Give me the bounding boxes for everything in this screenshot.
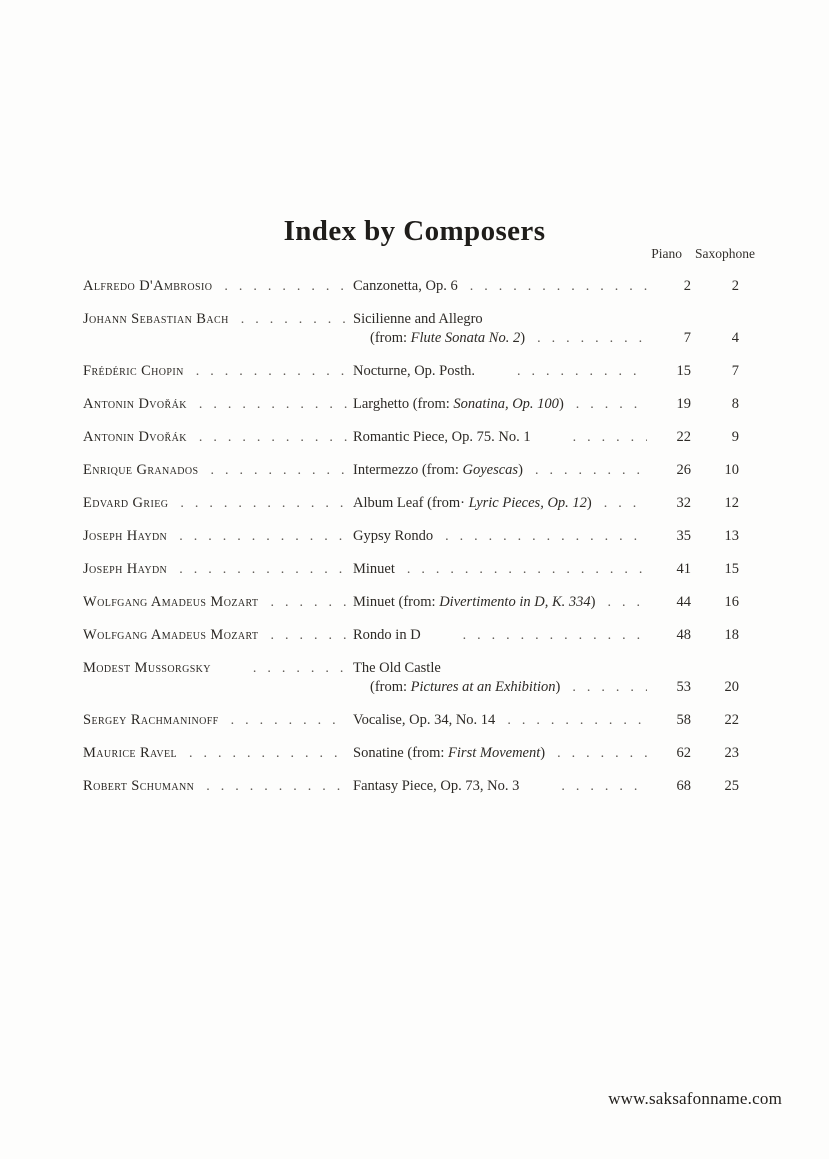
piece-title — [353, 494, 592, 513]
piano-page-number: 26 — [676, 462, 691, 478]
index-list — [83, 277, 743, 810]
piece-text: Album Leaf (from· — [353, 495, 469, 511]
piano-page-number: 41 — [676, 561, 691, 577]
piece-cell — [353, 362, 653, 381]
composer-name: Maurice Ravel — [83, 745, 177, 761]
piece-text: Intermezzo (from: — [353, 462, 463, 478]
index-row — [83, 310, 743, 348]
index-row — [83, 395, 743, 414]
composer-cell — [83, 777, 353, 796]
composer-name: Robert Schumann — [83, 778, 195, 794]
piece-text: Canzonetta, Op. 6 — [353, 278, 458, 294]
piano-page-number: 44 — [676, 594, 691, 610]
dot-leader — [517, 362, 647, 381]
index-row — [83, 659, 743, 697]
piano-page-number: 68 — [676, 778, 691, 794]
saxophone-page-number: 12 — [724, 495, 739, 511]
piano-page-number: 7 — [683, 330, 691, 346]
piece-text: Fantasy Piece, Op. 73, No. 3 — [353, 778, 520, 794]
dot-leader — [557, 744, 647, 763]
piece-title-line2 — [353, 678, 653, 697]
index-row — [83, 494, 743, 513]
piece-italic: Lyric Pieces, Op. 12 — [468, 495, 587, 511]
composer-cell — [83, 428, 353, 447]
piano-page-number: 35 — [676, 528, 691, 544]
piano-page-number: 22 — [676, 429, 691, 445]
dot-leader — [210, 461, 347, 480]
composer-cell — [83, 711, 353, 730]
page-title: Index by Composers — [283, 215, 546, 248]
piece-title-line1 — [353, 659, 653, 678]
dot-leader — [270, 593, 347, 612]
saxophone-page-number: 16 — [724, 594, 739, 610]
index-row — [83, 711, 743, 730]
piano-column-header: Piano — [651, 246, 682, 261]
piece-text: ) — [520, 330, 526, 346]
piece-text: Sonatine (from: — [353, 745, 449, 761]
piece-text: Gypsy Rondo — [353, 528, 434, 544]
piece-text: (from: — [370, 679, 411, 695]
piece-title-line1 — [353, 310, 653, 329]
composer-name: Modest Mussorgsky — [83, 660, 211, 676]
piece-text: ) — [518, 462, 523, 478]
piece-text: The Old Castle — [353, 660, 441, 676]
piece-title — [353, 395, 564, 414]
composer-name: Enrique Granados — [83, 462, 199, 478]
piece-text: Nocturne, Op. Posth. — [353, 363, 476, 379]
dot-leader — [206, 777, 347, 796]
composer-name: Frédéric Chopin — [83, 363, 184, 379]
dot-leader — [535, 461, 647, 480]
piece-cell — [353, 777, 653, 796]
piece-title — [353, 593, 595, 612]
piece-cell — [353, 744, 653, 763]
piece-text: ) — [590, 594, 596, 610]
dot-leader — [253, 659, 347, 678]
composer-name: Sergey Rachmaninoff — [83, 712, 219, 728]
composer-cell — [83, 659, 353, 678]
dot-leader — [463, 626, 647, 645]
piece-text: Minuet (from: — [353, 594, 440, 610]
dot-leader — [180, 494, 347, 513]
piano-page-number: 32 — [676, 495, 691, 511]
piece-text: Larghetto (from: — [353, 396, 454, 412]
piano-page-number: 58 — [676, 712, 691, 728]
composer-cell — [83, 277, 353, 296]
dot-leader — [572, 678, 647, 697]
dot-leader — [224, 277, 347, 296]
index-row — [83, 527, 743, 546]
piano-page-number: 62 — [676, 745, 691, 761]
composer-cell — [83, 626, 353, 645]
piece-text: (from: — [370, 330, 411, 346]
composer-name: Alfredo D'Ambrosio — [83, 278, 213, 294]
piano-page-number: 48 — [676, 627, 691, 643]
composer-cell — [83, 362, 353, 381]
dot-leader — [607, 593, 647, 612]
composer-name: Wolfgang Amadeus Mozart — [83, 627, 259, 643]
piano-page-number: 15 — [676, 363, 691, 379]
piece-italic: Divertimento in D, K. 334 — [439, 594, 591, 610]
piece-text: Vocalise, Op. 34, No. 14 — [353, 712, 496, 728]
website-url: www.saksafonname.com — [608, 1089, 782, 1108]
saxophone-page-number: 13 — [724, 528, 739, 544]
piece-title — [353, 711, 495, 730]
piece-cell — [353, 659, 653, 697]
piece-title — [353, 428, 531, 447]
composer-cell — [83, 744, 353, 763]
piece-title-line2 — [353, 329, 653, 348]
saxophone-column-header: Saxophone — [695, 246, 755, 261]
composer-cell — [83, 395, 353, 414]
piece-cell — [353, 527, 653, 546]
saxophone-page-number: 7 — [731, 363, 739, 379]
piece-text: ) — [555, 679, 561, 695]
composer-name: Joseph Haydn — [83, 528, 168, 544]
composer-name: Antonin Dvořák — [83, 429, 187, 445]
index-row — [83, 428, 743, 447]
dot-leader — [231, 711, 347, 730]
dot-leader — [445, 527, 647, 546]
saxophone-page-number: 20 — [724, 679, 739, 695]
composer-name: Wolfgang Amadeus Mozart — [83, 594, 259, 610]
piece-cell — [353, 711, 653, 730]
piece-cell — [353, 494, 653, 513]
piece-title — [353, 277, 458, 296]
piano-page-number: 53 — [676, 679, 691, 695]
composer-cell — [83, 310, 353, 329]
saxophone-page-number: 8 — [731, 396, 739, 412]
piece-title — [353, 777, 519, 796]
piece-italic: Pictures at an Exhibition — [410, 679, 556, 695]
saxophone-page-number: 23 — [724, 745, 739, 761]
piano-page-number: 19 — [676, 396, 691, 412]
piece-text: ) — [586, 495, 592, 511]
column-headers — [83, 246, 755, 262]
dot-leader — [179, 527, 347, 546]
dot-leader — [199, 428, 347, 447]
composer-name: Joseph Haydn — [83, 561, 168, 577]
dot-leader — [407, 560, 647, 579]
piece-text: ) — [540, 745, 546, 761]
piece-cell — [353, 560, 653, 579]
composer-cell — [83, 593, 353, 612]
piece-italic: Flute Sonata No. 2 — [410, 330, 521, 346]
composer-name: Edvard Grieg — [83, 495, 169, 511]
dot-leader — [537, 329, 647, 348]
saxophone-page-number: 22 — [724, 712, 739, 728]
piece-cell — [353, 428, 653, 447]
saxophone-page-number: 4 — [731, 330, 739, 346]
index-row — [83, 777, 743, 796]
dot-leader — [561, 777, 647, 796]
piece-italic: Goyescas — [462, 462, 519, 478]
piece-title — [353, 626, 421, 645]
piece-subtitle — [370, 678, 560, 697]
piece-text: Rondo in D — [353, 627, 421, 643]
dot-leader — [241, 310, 347, 329]
piece-subtitle — [370, 329, 525, 348]
dot-leader — [196, 362, 347, 381]
piece-cell — [353, 277, 653, 296]
piece-text: Minuet — [353, 561, 395, 577]
index-row — [83, 461, 743, 480]
piece-italic: First Movement — [448, 745, 541, 761]
piece-cell — [353, 461, 653, 480]
saxophone-page-number: 10 — [724, 462, 739, 478]
index-row — [83, 560, 743, 579]
composer-name: Antonin Dvořák — [83, 396, 187, 412]
piece-text: ) — [558, 396, 564, 412]
dot-leader — [189, 744, 347, 763]
dot-leader — [576, 395, 647, 414]
saxophone-page-number: 25 — [724, 778, 739, 794]
piece-text: Sicilienne and Allegro — [353, 311, 483, 327]
piece-title — [353, 560, 395, 579]
dot-leader — [179, 560, 347, 579]
composer-name: Johann Sebastian Bach — [83, 311, 229, 327]
piece-italic: Sonatina, Op. 100 — [453, 396, 559, 412]
index-row — [83, 593, 743, 612]
saxophone-page-number: 15 — [724, 561, 739, 577]
index-row — [83, 362, 743, 381]
dot-leader — [199, 395, 347, 414]
saxophone-page-number: 9 — [731, 429, 739, 445]
piece-title — [353, 744, 545, 763]
piece-title — [353, 527, 433, 546]
dot-leader — [604, 494, 647, 513]
composer-cell — [83, 461, 353, 480]
composer-cell — [83, 494, 353, 513]
index-row — [83, 277, 743, 296]
dot-leader — [573, 428, 647, 447]
saxophone-page-number: 18 — [724, 627, 739, 643]
composer-cell — [83, 560, 353, 579]
dot-leader — [507, 711, 647, 730]
piece-title — [353, 362, 475, 381]
piece-cell — [353, 395, 653, 414]
piano-page-number: 2 — [683, 278, 691, 294]
piece-title — [353, 461, 523, 480]
piece-cell — [353, 310, 653, 348]
saxophone-page-number: 2 — [731, 278, 739, 294]
dot-leader — [470, 277, 647, 296]
composer-cell — [83, 527, 353, 546]
index-row — [83, 744, 743, 763]
dot-leader — [270, 626, 347, 645]
piece-cell — [353, 626, 653, 645]
piece-cell — [353, 593, 653, 612]
index-row — [83, 626, 743, 645]
piece-text: Romantic Piece, Op. 75. No. 1 — [353, 429, 531, 445]
